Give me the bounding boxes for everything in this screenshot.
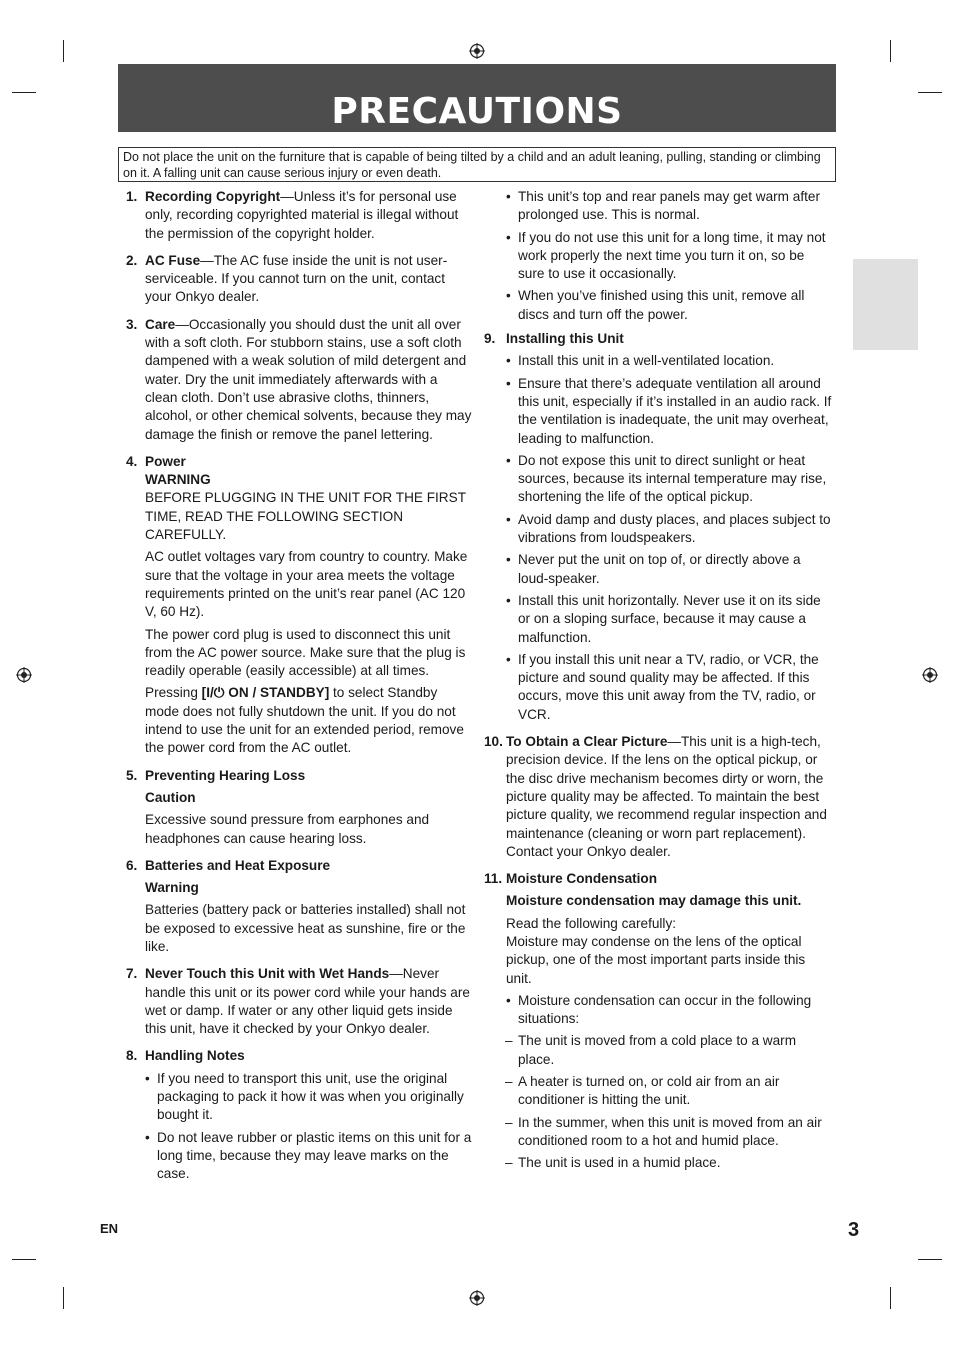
item-heading: Recording Copyright bbox=[145, 189, 281, 204]
precaution-item bbox=[120, 767, 472, 848]
item-text: —Unless it’s for personal use only, recording copyrighted material is illegal without the permission of the copyright holder. bbox=[145, 189, 459, 241]
crop-mark bbox=[12, 92, 36, 93]
item-text: Moisture may condense on the lens of the optical pickup, one of the most important parts inside this unit. bbox=[506, 933, 806, 986]
crop-mark bbox=[12, 1259, 36, 1260]
item-text: to select Standby mode does not fully shutdown the unit. If you do not intend to use the unit for an extended period, remove the power cord from the AC outlet. bbox=[145, 685, 464, 756]
dash-list-item bbox=[506, 1154, 834, 1172]
right-column bbox=[484, 188, 834, 1182]
warning-label: Warning bbox=[145, 880, 199, 896]
dash-marker: – bbox=[505, 1114, 513, 1130]
dash-marker: – bbox=[505, 1155, 513, 1171]
item-heading: Care bbox=[145, 316, 176, 332]
registration-mark-icon bbox=[469, 43, 485, 59]
precaution-item bbox=[120, 857, 472, 956]
item-number: 6. bbox=[126, 857, 138, 873]
item-heading: Power bbox=[145, 453, 186, 469]
item-text: Read the following carefully: bbox=[506, 915, 677, 931]
item-heading: Batteries and Heat Exposure bbox=[145, 857, 331, 873]
item-text: Pressing bbox=[145, 685, 202, 701]
item-text: Batteries (battery pack or batteries installed) shall not be exposed to excessive heat as sunshine, fire or the like. bbox=[145, 902, 466, 954]
item-number: 3. bbox=[126, 316, 138, 332]
precaution-item bbox=[484, 330, 834, 724]
list-item: • Do not leave rubber or plastic items on this unit for a long time, because they may leave marks on the case. bbox=[145, 1129, 472, 1184]
precaution-item bbox=[120, 965, 472, 1038]
list-item: • If you do not use this unit for a long time, it may not work properly the next time you turn it on, so be sure to use it occasionally. bbox=[506, 229, 834, 284]
list-item: • Ensure that there’s adequate ventilation all around this unit, especially if it’s installed in an audio rack. If the ventilation is inadequate, the unit may overheat, leading to malfunction. bbox=[506, 375, 834, 448]
item-number: 11. bbox=[484, 871, 503, 887]
precaution-item bbox=[120, 252, 472, 307]
crop-mark bbox=[918, 1259, 942, 1260]
title-banner bbox=[118, 64, 836, 132]
page-title: PRECAUTIONS bbox=[331, 91, 623, 132]
list-item: • When you’ve finished using this unit, remove all discs and turn off the power. bbox=[506, 287, 834, 324]
left-column bbox=[120, 188, 472, 1193]
item-heading: Handling Notes bbox=[145, 1048, 245, 1064]
item-number: 1. bbox=[126, 189, 138, 204]
item-text: —Occasionally you should dust the unit all over with a soft cloth. For stubborn stains, use a soft cloth dampened with a weak solution of mild detergent and water. Dry the unit immediately afterwards with a clean cloth. Don’t use abrasive cloths, thinners, alcohol, or other chemical solvents, because they may damage the finish or remove the panel lettering. bbox=[145, 316, 472, 442]
item-number: 8. bbox=[126, 1048, 138, 1064]
dash-list-text: A heater is turned on, or cold air from an air conditioner is hitting the unit. bbox=[518, 1074, 780, 1108]
warning-label: WARNING bbox=[145, 472, 211, 488]
registration-mark-icon bbox=[922, 667, 938, 683]
item-number: 4. bbox=[126, 453, 138, 469]
dash-list-text: In the summer, when this unit is moved from an air conditioned room to a hot and humid place. bbox=[518, 1114, 822, 1148]
list-item: • Install this unit horizontally. Never use it on its side or on a sloping surface, because it may cause a malfunction. bbox=[506, 592, 834, 647]
item-text: —This unit is a high-tech, precision device. If the lens on the optical pickup, or the disc drive mechanism becomes dirty or worn, the picture quality may be affected. To maintain the best picture quality, we recommend regular inspection and maintenance (cleaning or worn part replacement). Contact your Onkyo dealer. bbox=[506, 734, 827, 859]
dash-list-item bbox=[506, 1032, 834, 1069]
item-text: —Never handle this unit or its power cord while your hands are wet or damp. If water or any other liquid gets inside this unit, have it checked by your Onkyo dealer. bbox=[145, 966, 470, 1037]
item-number: 9. bbox=[484, 331, 496, 347]
item-heading: Moisture Condensation bbox=[506, 871, 658, 887]
item-number: 7. bbox=[126, 966, 138, 982]
dash-list-text: The unit is moved from a cold place to a warm place. bbox=[518, 1033, 797, 1067]
caution-label: Caution bbox=[145, 789, 196, 805]
dash-list-item bbox=[506, 1073, 834, 1110]
dash-list-text: The unit is used in a humid place. bbox=[518, 1155, 721, 1171]
list-item: • Moisture condensation can occur in the following situations: bbox=[506, 992, 834, 1029]
item-text: The power cord plug is used to disconnect this unit from the AC power source. Make sure that the plug is readily operable (easily accessible) at all times. bbox=[145, 626, 466, 679]
list-item: • Avoid damp and dusty places, and places subject to vibrations from loudspeakers. bbox=[506, 511, 834, 548]
dash-list-item bbox=[506, 1114, 834, 1151]
standby-key-label: [I/⏻ ON / STANDBY] bbox=[201, 685, 330, 701]
handling-notes-continued bbox=[484, 188, 834, 324]
precaution-item bbox=[484, 733, 834, 861]
list-item: • Install this unit in a well-ventilated location. bbox=[506, 352, 834, 370]
item-heading: Preventing Hearing Loss bbox=[145, 767, 306, 783]
item-text: —The AC fuse inside the unit is not user-serviceable. If you cannot turn on the unit, contact your Onkyo dealer. bbox=[145, 252, 448, 305]
item-heading: Installing this Unit bbox=[506, 331, 624, 347]
item-text: AC outlet voltages vary from country to country. Make sure that the voltage in your area meets the voltage requirements printed on the unit’s rear panel (AC 120 V, 60 Hz). bbox=[145, 549, 468, 620]
registration-mark-icon bbox=[16, 667, 32, 683]
item-heading: Never Touch this Unit with Wet Hands bbox=[145, 966, 390, 982]
list-item: • Never put the unit on top of, or directly above a loud-speaker. bbox=[506, 551, 834, 588]
language-label: EN bbox=[100, 1221, 119, 1236]
precaution-item bbox=[120, 1047, 472, 1183]
crop-mark bbox=[890, 1287, 891, 1309]
precaution-item bbox=[120, 188, 472, 243]
item-heading: AC Fuse bbox=[145, 252, 201, 268]
crop-mark bbox=[63, 1287, 64, 1309]
crop-mark bbox=[918, 92, 942, 93]
section-tab bbox=[853, 259, 918, 350]
tip-over-notice: Do not place the unit on the furniture that is capable of being tilted by a child and an adult leaning, pulling, standing or climbing on it. A falling unit can cause serious injury or even death. bbox=[118, 147, 836, 182]
item-heading: To Obtain a Clear Picture bbox=[506, 734, 668, 750]
dash-marker: – bbox=[505, 1033, 513, 1049]
page-number: 3 bbox=[848, 1219, 860, 1241]
list-item: • If you need to transport this unit, use the original packaging to pack it how it was when you originally bought it. bbox=[145, 1070, 472, 1125]
list-item: • If you install this unit near a TV, radio, or VCR, the picture and sound quality may be affected. If this occurs, move this unit away from the TV, radio, or VCR. bbox=[506, 651, 834, 724]
precaution-item bbox=[120, 316, 472, 444]
precaution-item bbox=[484, 870, 834, 1172]
warning-text: BEFORE PLUGGING IN THE UNIT FOR THE FIRST TIME, READ THE FOLLOWING SECTION CAREFULLY. bbox=[145, 490, 466, 543]
dash-marker: – bbox=[505, 1074, 513, 1090]
crop-mark bbox=[890, 40, 891, 62]
registration-mark-icon bbox=[469, 1290, 485, 1306]
item-subheading: Moisture condensation may damage this unit. bbox=[506, 893, 802, 909]
item-text: Excessive sound pressure from earphones and headphones can cause hearing loss. bbox=[145, 812, 430, 846]
list-item: • This unit’s top and rear panels may get warm after prolonged use. This is normal. bbox=[506, 188, 834, 225]
precaution-item bbox=[120, 453, 472, 758]
list-item: • Do not expose this unit to direct sunlight or heat sources, because its internal temperature may rise, shortening the life of the optical pickup. bbox=[506, 452, 834, 507]
item-number: 10. bbox=[484, 734, 503, 750]
item-number: 5. bbox=[126, 767, 138, 783]
crop-mark bbox=[63, 40, 64, 62]
item-number: 2. bbox=[126, 252, 138, 268]
